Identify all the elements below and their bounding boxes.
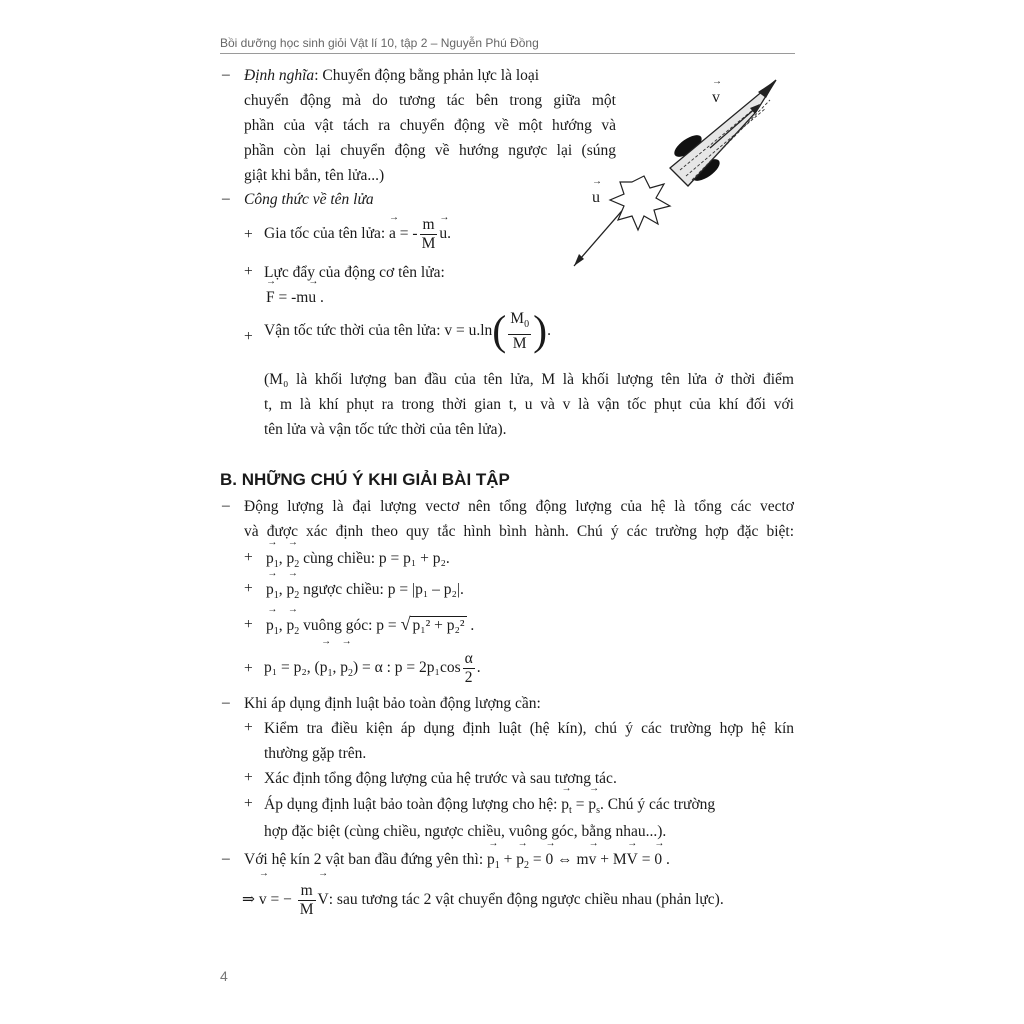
case-bullet-4: + (244, 660, 253, 677)
case-bullet-1: + (244, 549, 253, 566)
velocity-arrow-line (710, 106, 758, 148)
definition-line-3: phần của vật tách ra chuyển động về một hướng và (244, 117, 616, 134)
section-heading: B. NHỮNG CHÚ Ý KHI GIẢI BÀI TẬP (220, 470, 510, 489)
apply-line-2: hợp đặc biệt (cùng chiều, ngược chiều, vuông góc, bằng nhau...). (264, 823, 667, 840)
momentum-line-2: và được xác định theo quy tắc hình bình hành. Chú ý các trường hợp đặc biệt: (244, 523, 794, 540)
formulas-dash: – (222, 190, 230, 207)
step-bullet-3: + (244, 795, 253, 812)
note-line-3: tên lửa và vận tốc tức thời của tên lửa). (264, 421, 507, 438)
case-perpendicular: → $p_1$, → $p_2$ vuông góc: p = √ p₁² + p₂² . (266, 614, 474, 642)
velocity-formula: Vận tốc tức thời của tên lửa: v = u.ln( $\frac{M_0}{M}$ ). (264, 308, 551, 355)
case-bullet-3: + (244, 616, 253, 633)
check-line-2: thường gặp trên. (264, 745, 367, 762)
item-bullet-2: + (244, 263, 253, 280)
definition-dash: – (222, 66, 230, 83)
rocket-body (670, 80, 776, 186)
note-line-1: (M₀ là khối lượng ban đầu của tên lửa, M là khối lượng tên lửa ở thời điểm (264, 371, 794, 388)
page-number: 4 (220, 968, 228, 984)
result-line: ⇒ → v = − $\frac{m}{M}$ → V: sau tương tác 2 vật chuyển động ngược chiều nhau (phản lực). (242, 880, 724, 920)
formulas-title: Công thức về tên lửa (244, 191, 374, 208)
section-b-dash-2: – (222, 694, 230, 711)
determine-line: Xác định tổng động lượng của hệ trước và sau tương tác. (264, 770, 617, 787)
apply-line-1: Áp dụng định luật bảo toàn động lượng cho hệ: → $p_t$ = → $p_s$. Chú ý các trường (264, 795, 715, 821)
case-same-direction: → $p_1$, → $p_2$ cùng chiều: p = p₁ + p₂. (266, 549, 450, 575)
section-b-dash-1: – (222, 497, 230, 514)
exhaust-blast (610, 176, 670, 230)
note-line-2: t, m là khí phụt ra trong thời gian t, u và v là vận tốc phụt của khí đối với (264, 396, 794, 413)
definition-label: Định nghĩa (244, 67, 315, 84)
definition-line-5: giật khi bắn, tên lửa...) (244, 167, 385, 184)
velocity-label: → v (712, 88, 720, 108)
closed-system-line: Với hệ kín 2 vật ban đầu đứng yên thì: → $p_1$ + → $p_2$ = → 0 ⇔ m→ v + M→ V = → 0 . (244, 850, 670, 876)
case-opposite-direction: → $p_1$, → $p_2$ ngược chiều: p = |p₁ – p₂|. (266, 580, 464, 606)
check-line-1: Kiểm tra điều kiện áp dụng định luật (hệ kín), chú ý các trường hợp hệ kín (264, 720, 794, 737)
thrust-formula: → F = -m→ u . (266, 288, 324, 308)
section-b-dash-3: – (222, 850, 230, 867)
momentum-line-1: Động lượng là đại lượng vectơ nên tổng động lượng của hệ là tổng các vectơ (244, 498, 794, 515)
step-bullet-2: + (244, 769, 253, 786)
definition-line-1: Định nghĩa: Chuyển động bằng phản lực là loại (244, 67, 540, 84)
definition-line-4: phần còn lại chuyển động về hướng ngược lại (súng (244, 142, 616, 159)
item-bullet-3: + (244, 328, 253, 345)
running-header: Bồi dưỡng học sinh giỏi Vật lí 10, tập 2 – Nguyễn Phú Đồng (220, 36, 795, 54)
item-bullet-1: + (244, 226, 253, 243)
case-equal: p₁ = p₂, (→ $p_1$, → $p_2) = \alpha$ : p = 2p₁cos $\frac{\alpha}{2}$ . (264, 648, 481, 694)
rocket-illustration (560, 70, 800, 280)
step-bullet-1: + (244, 719, 253, 736)
definition-line-2: chuyển động mà do tương tác bên trong giữa một (244, 92, 616, 109)
acceleration-formula: Gia tốc của tên lửa: → a = - $\frac{m}{M}$ → u. (264, 216, 451, 253)
exhaust-velocity-label: → u (592, 188, 600, 208)
conservation-intro: Khi áp dụng định luật bảo toàn động lượng cần: (244, 695, 541, 712)
thrust-label: Lực đẩy của động cơ tên lửa: (264, 264, 445, 281)
case-bullet-2: + (244, 580, 253, 597)
